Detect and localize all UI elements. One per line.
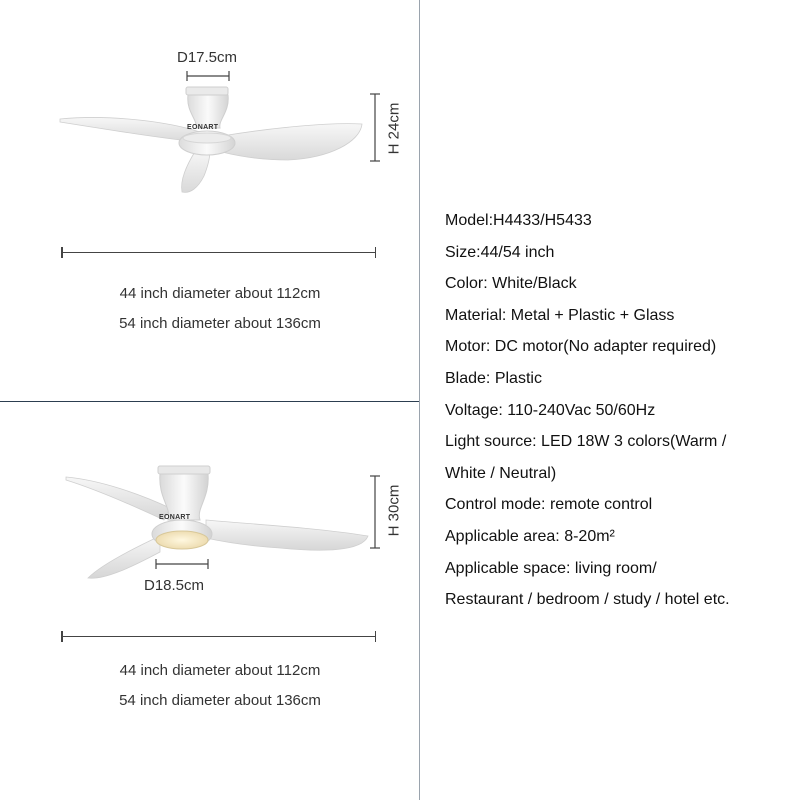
height-label: H 24cm [385, 102, 403, 155]
spec-blade: Blade: Plastic [445, 369, 542, 387]
brand-logo: EONART [187, 124, 219, 131]
spec-model: Model:H4433/H5433 [445, 212, 592, 229]
spec-light-source-cont: White / Neutral) [445, 464, 557, 482]
ceiling-fan-image-bottom [0, 402, 419, 802]
diameter-line [62, 636, 375, 637]
fan-panel-bottom [0, 402, 419, 802]
spec-light-source: Light source: LED 18W 3 colors(Warm / [445, 433, 727, 451]
spec-applicable-area: Applicable area: 8-20m² [445, 527, 615, 545]
diameter-label: D17.5cm [177, 49, 238, 66]
spec-color: Color: White/Black [445, 275, 577, 293]
size-line-54: 54 inch diameter about 136cm [119, 692, 321, 709]
fan-panel-top [0, 0, 419, 400]
spec-voltage: Voltage: 110-240Vac 50/60Hz [445, 401, 656, 419]
spec-size: Size:44/54 inch [445, 243, 555, 261]
diameter-line [62, 252, 375, 253]
size-line-44: 44 inch diameter about 112cm [119, 285, 321, 302]
spec-applicable-space-cont: Restaurant / bedroom / study / hotel etc. [445, 591, 730, 609]
brand-logo: EONART [159, 514, 191, 521]
spec-applicable-space: Applicable space: living room/ [445, 559, 657, 577]
size-line-44: 44 inch diameter about 112cm [119, 662, 321, 679]
spec-motor: Motor: DC motor(No adapter required) [445, 338, 717, 356]
size-line-54: 54 inch diameter about 136cm [119, 315, 321, 332]
diameter-label: D18.5cm [144, 577, 205, 594]
vertical-divider [419, 0, 420, 800]
spec-control-mode: Control mode: remote control [445, 496, 653, 514]
height-label: H 30cm [385, 484, 403, 537]
spec-list [445, 205, 795, 616]
spec-material: Material: Metal + Plastic + Glass [445, 306, 675, 324]
